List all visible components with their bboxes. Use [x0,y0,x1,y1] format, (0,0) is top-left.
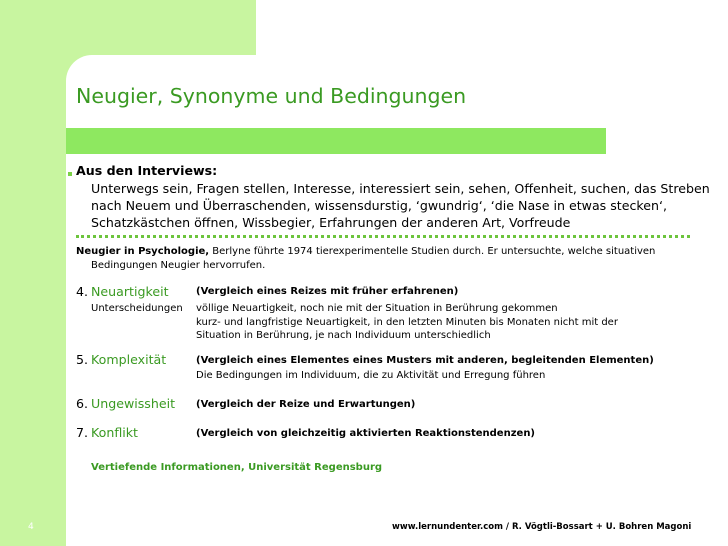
psychology-heading: Neugier in Psychologie, [76,246,210,257]
title-bar-gap [606,128,728,154]
item-description: (Vergleich eines Reizes mit früher erfahrenen) [196,286,459,297]
interviews-line: Unterwegs sein, Fragen stellen, Interesse, interessiert sein, sehen, Offenheit, suchen, das Streben [91,181,710,196]
item-description: (Vergleich von gleichzeitig aktivierten Reaktionstendenzen) [196,428,536,439]
item-term-komplexitaet: Komplexität [91,352,167,367]
slide-title: Neugier, Synonyme und Bedingungen [76,84,467,108]
item-sub-label: Unterscheidungen [91,303,183,314]
psychology-text-2: Bedingungen Neugier hervorrufen. [91,260,266,271]
footer-credits: www.lernundenter.com / R. Vögtli-Bossart + U. Bohren Magoni [392,522,692,532]
bullet-icon [68,172,72,176]
interviews-heading: Aus den Interviews: [76,163,218,178]
item-description: (Vergleich der Reize und Erwartungen) [196,399,416,410]
psychology-text: Berlyne führte 1974 tierexperimentelle Studien durch. Er untersuchte, welche situativen [212,246,656,257]
background-green-left [0,0,66,546]
psychology-paragraph [76,246,655,257]
item-description: (Vergleich eines Elementes eines Musters mit anderen, begleitenden Elementen) [196,355,654,366]
item-number: 6. [76,396,89,411]
interviews-line: Schatzkästchen öffnen, Wissbegier, Erfahrungen der anderen Art, Vorfreude [91,215,571,230]
item-number: 5. [76,352,89,367]
more-info-link[interactable]: Vertiefende Informationen, Universität Regensburg [91,462,383,473]
item-term-neuartigkeit: Neuartigkeit [91,284,169,299]
interviews-line: nach Neuem und Überraschenden, wissensdurstig, ‘gwundrig‘, ‘die Nase in etwas stecken‘, [91,198,667,213]
item-sub-line: kurz- und langfristige Neuartigkeit, in den letzten Minuten bis Monaten nicht mit der [196,317,618,328]
item-term-ungewissheit: Ungewissheit [91,396,176,411]
item-number: 7. [76,425,89,440]
title-underline-bar [66,128,606,154]
item-sub-line: völlige Neuartigkeit, noch nie mit der Situation in Berührung gekommen [196,303,558,314]
item-sub-line: Situation in Berührung, je nach Individuum unterschiedlich [196,330,491,341]
item-term-konflikt: Konflikt [91,425,138,440]
page-number: 4 [28,522,34,532]
item-sub-line: Die Bedingungen im Individuum, die zu Aktivität und Erregung führen [196,370,546,381]
dotted-divider [76,235,690,238]
item-number: 4. [76,284,89,299]
